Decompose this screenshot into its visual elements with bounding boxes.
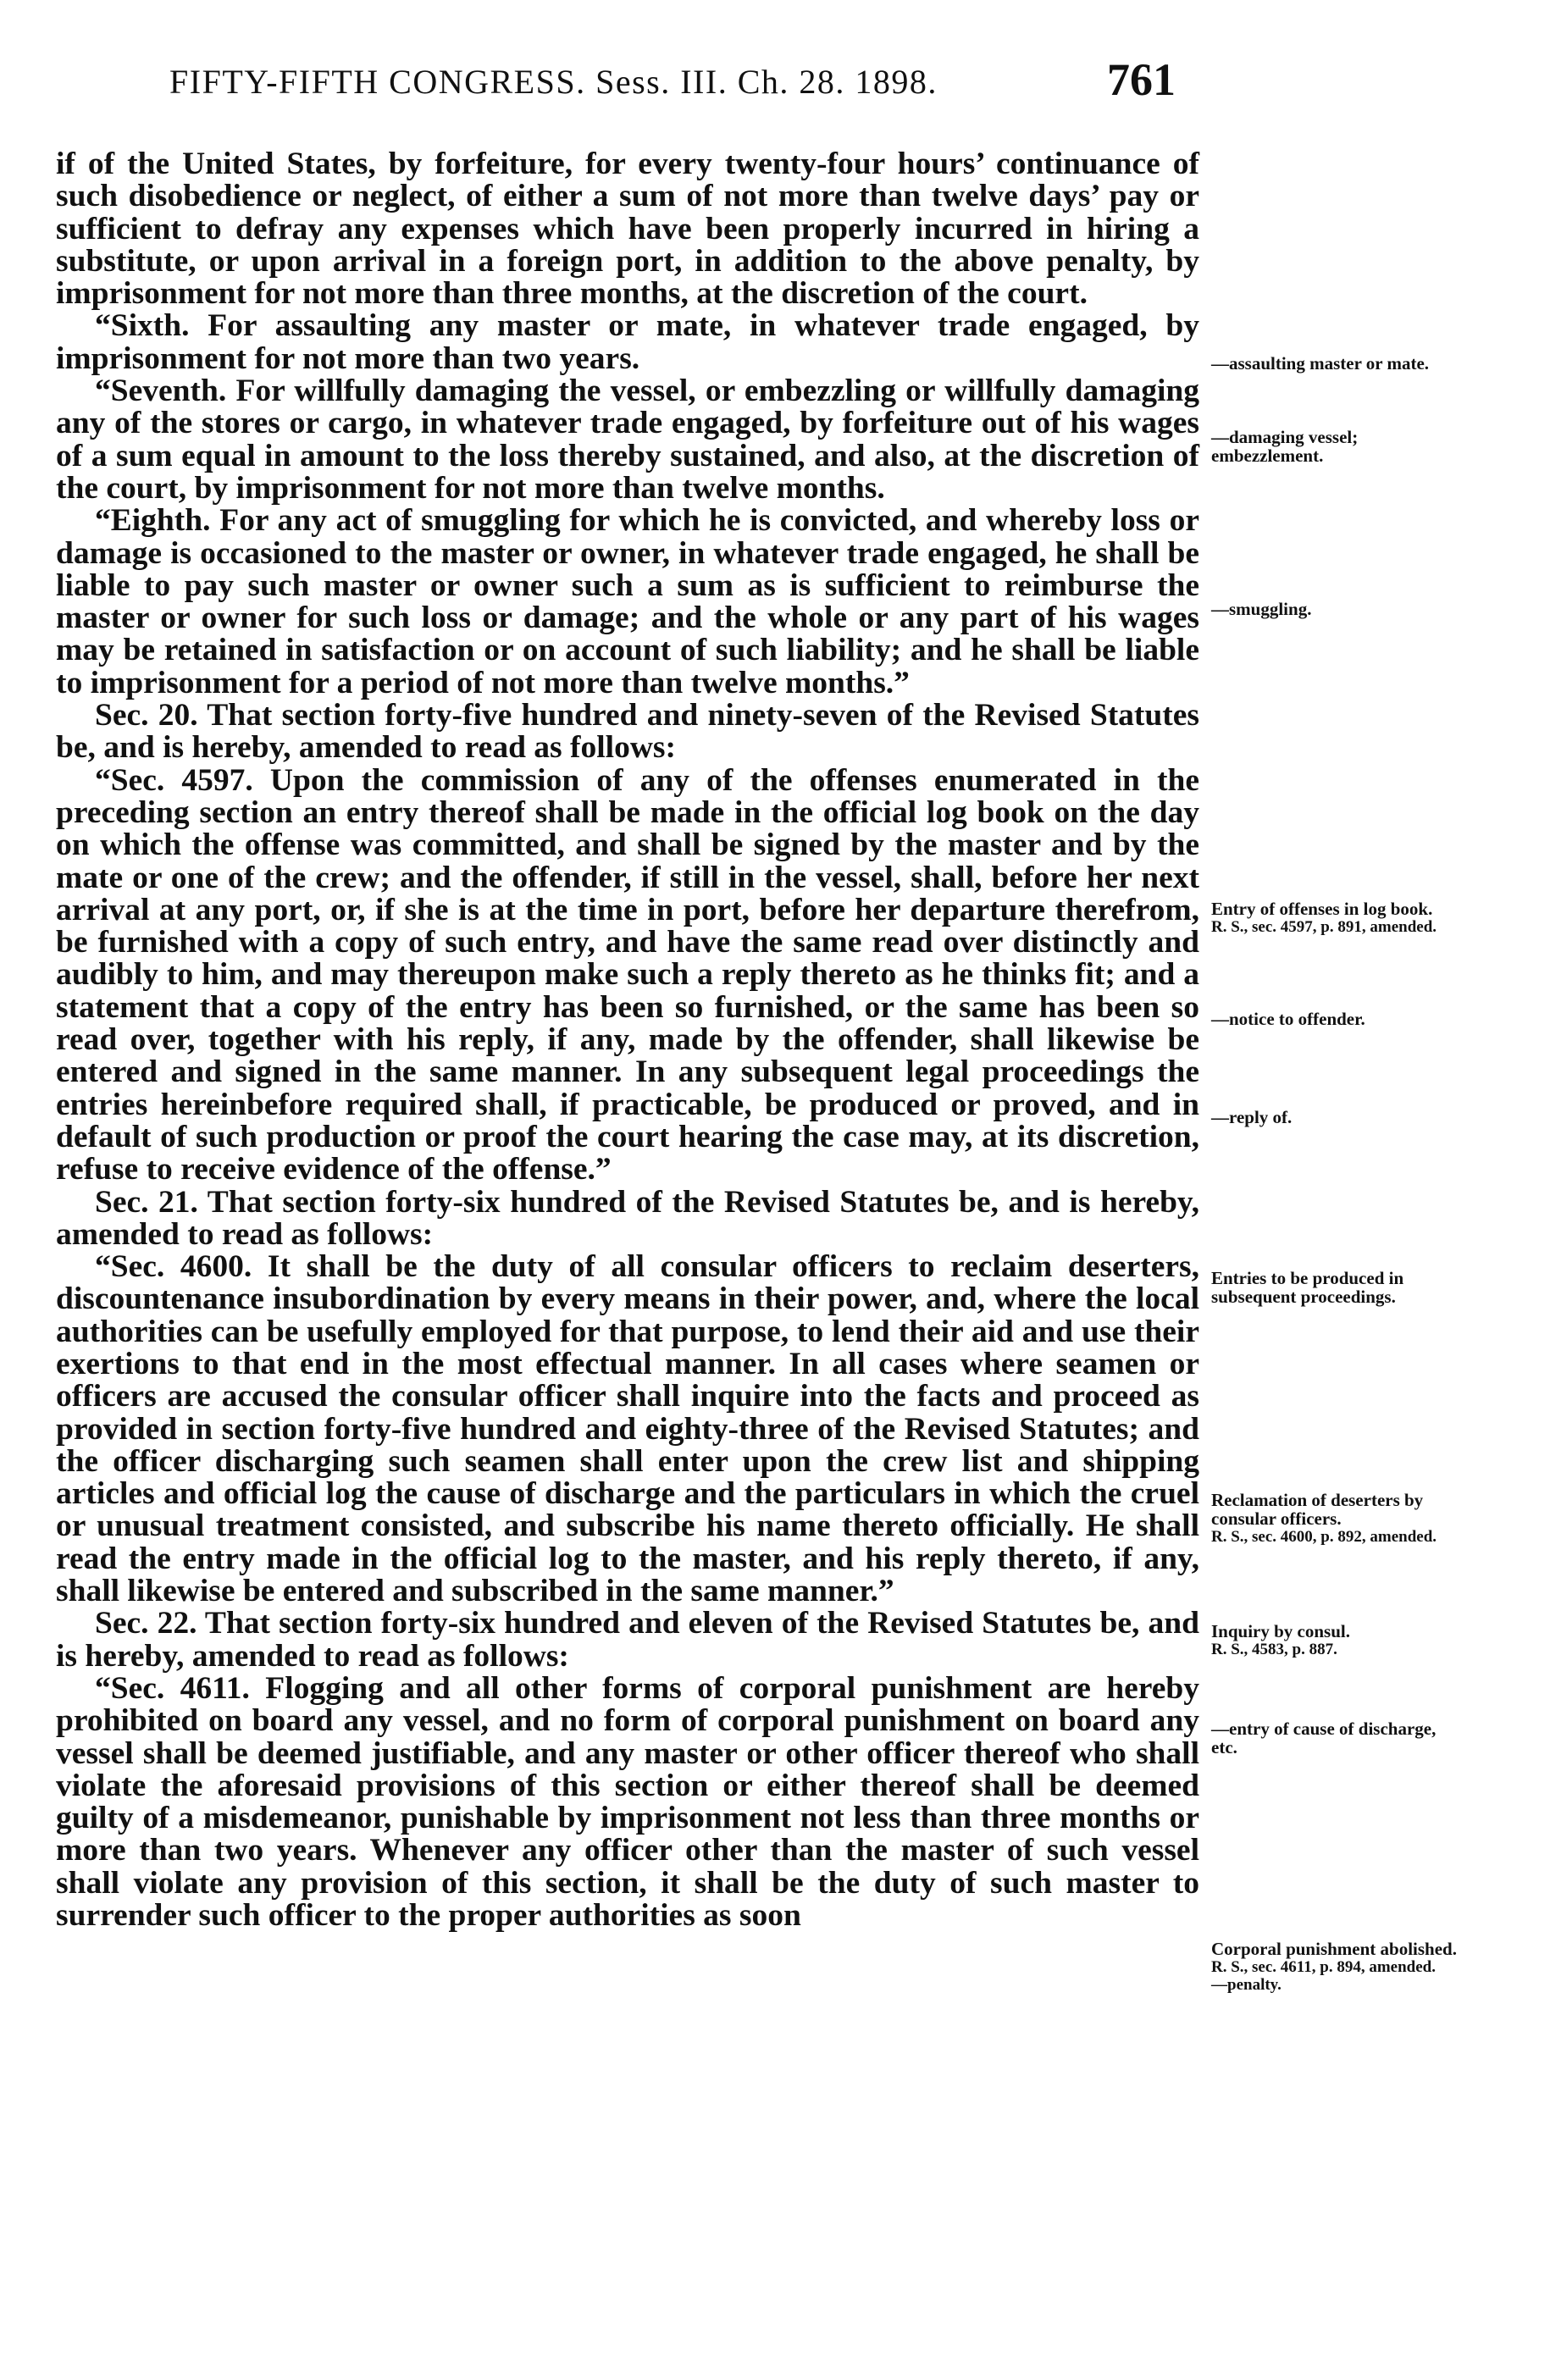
page-number: 761 [1107,54,1176,105]
sidenote-penalty: —penalty. [1211,1976,1282,1994]
paragraph-sec-4611: “Sec. 4611. Flogging and all other forms of corporal punishment are hereby prohibited on board any vessel, and no form of corporal punishment on board any vessel shall be deemed justifiable, and any master or other officer thereof who shall violate the aforesaid provisions of this section or either thereof shall be deemed guilty of a misdemeanor, punishable by imprisonment not less than three months or more than two years. Whenever any officer other than the master of such vessel shall violate any provision of this section, it shall be the duty of such master to surrender such officer to the proper authorities as soon [56,1670,1199,1934]
sidenote-reclamation-cite: R. S., sec. 4600, p. 892, amended. [1211,1528,1437,1546]
header-title: FIFTY-FIFTH CONGRESS. Sess. III. Ch. 28. 1898. [169,63,938,101]
sidenote-entries-produced: Entries to be produced in subsequent proceedings. [1211,1268,1404,1307]
sidenote-notice: —notice to offender. [1211,1009,1365,1029]
sidenote-corporal [1211,1940,1465,1994]
sidenote-entry-offenses-text: Entry of offenses in log book. [1211,899,1433,919]
sidenote-reply: —reply of. [1211,1107,1293,1127]
main-text [56,148,1199,1932]
paragraph-continuation: if of the United States, by forfeiture, for every twenty-four hours’ continuance of such disobedience or neglect, of either a sum of not more than twelve days’ pay or sufficient to defray any expenses which have been properly incurred in hiring a substitute, or upon arrival in a foreign port, in addition to the above penalty, by imprisonment for not more than three months, at the discretion of the court. [56,147,1199,312]
sidenote-entry-offenses [1211,899,1465,936]
sidenote-damaging: —damaging vessel; embezzlement. [1211,427,1359,466]
running-header [102,54,1176,108]
sidenote-corporal-cite: R. S., sec. 4611, p. 894, amended. [1211,1958,1436,1976]
paragraph-sec-22: Sec. 22. That section forty-six hundred and eleven of the Revised Statutes be, and is hereby, amended to read as follows: [56,1606,1199,1674]
sidenote-inquiry [1211,1622,1465,1658]
paragraph-sec-20: Sec. 20. That section forty-five hundred and ninety-seven of the Revised Statutes be, and is hereby, amended to read as follows: [56,698,1199,766]
sidenote-entry-offenses-cite: R. S., sec. 4597, p. 891, amended. [1211,918,1437,936]
paragraph-sec-21: Sec. 21. That section forty-six hundred of the Revised Statutes be, and is hereby, amended to read as follows: [56,1184,1199,1252]
paragraph-sec-4600: “Sec. 4600. It shall be the duty of all consular officers to reclaim deserters, discountenance insubordination by every means in their power, and, where the local authorities can be usefully employed for that purpose, to lend their aid and use their exertions to that end in the most effectual manner. In all cases where seamen or officers are accused the consular officer shall inquire into the facts and proceed as provided in section forty-five hundred and eighty-three of the Revised Statutes; and the officer discharging such seamen shall enter upon the crew list and shipping articles and official log the cause of discharge and the particulars in which the cruel or unusual treatment consisted, and subscribe his name thereto officially. He shall read the entry made in the official log to the master, and his reply thereto, if any, shall likewise be entered and subscribed in the same manner.” [56,1249,1199,1609]
sidenote-reclamation [1211,1491,1465,1546]
sidenote-inquiry-cite: R. S., 4583, p. 887. [1211,1641,1337,1658]
sidenote-smuggling: —smuggling. [1211,599,1312,619]
sidenote-inquiry-text: Inquiry by consul. [1211,1621,1350,1641]
sidenote-reclamation-text: Reclamation of deserters by consular officers. [1211,1490,1424,1529]
paragraph-seventh: “Seventh. For willfully damaging the vessel, or embezzling or willfully damaging any of the stores or cargo, in whatever trade engaged, by forfeiture out of his wages of a sum equal in amount to the loss thereby sustained, and also, at the discretion of the court, by imprisonment for not more than twelve months. [56,374,1199,506]
paragraph-sixth: “Sixth. For assaulting any master or mate, in whatever trade engaged, by imprisonment for not more than two years. [56,308,1199,376]
sidenote-corporal-text: Corporal punishment abolished. [1211,1939,1457,1959]
paragraph-sec-4597: “Sec. 4597. Upon the commission of any of the offenses enumerated in the preceding section an entry thereof shall be made in the official log book on the day on which the offense was committed, and shall be signed by the master and by the mate or one of the crew; and the offender, if still in the vessel, shall, before her next arrival at any port, or, if she is at the time in port, before her departure therefrom, be furnished with a copy of such entry, and have the same read over distinctly and audibly to him, and may thereupon make such a reply thereto as he thinks fit; and a statement that a copy of the entry has been so furnished, or the same has been so read over, together with his reply, if any, made by the offender, shall likewise be entered and signed in the same manner. In any subsequent legal proceedings the entries hereinbefore required shall, if practicable, be produced or proved, and in default of such production or proof the court hearing the case may, at its discretion, refuse to receive evidence of the offense.” [56,762,1199,1187]
paragraph-eighth: “Eighth. For any act of smuggling for which he is convicted, and whereby loss or damage is occasioned to the master or owner, in whatever trade engaged, he shall be liable to pay such master or owner such a sum as is sufficient to reimburse the master or owner for such loss or damage; and the whole or any part of his wages may be retained in satisfaction or on account of such liability; and he shall be liable to imprisonment for a period of not more than twelve months.” [56,503,1199,700]
sidenote-assaulting: —assaulting master or mate. [1211,353,1430,374]
sidenote-entry-cause: —entry of cause of discharge, etc. [1211,1719,1437,1757]
